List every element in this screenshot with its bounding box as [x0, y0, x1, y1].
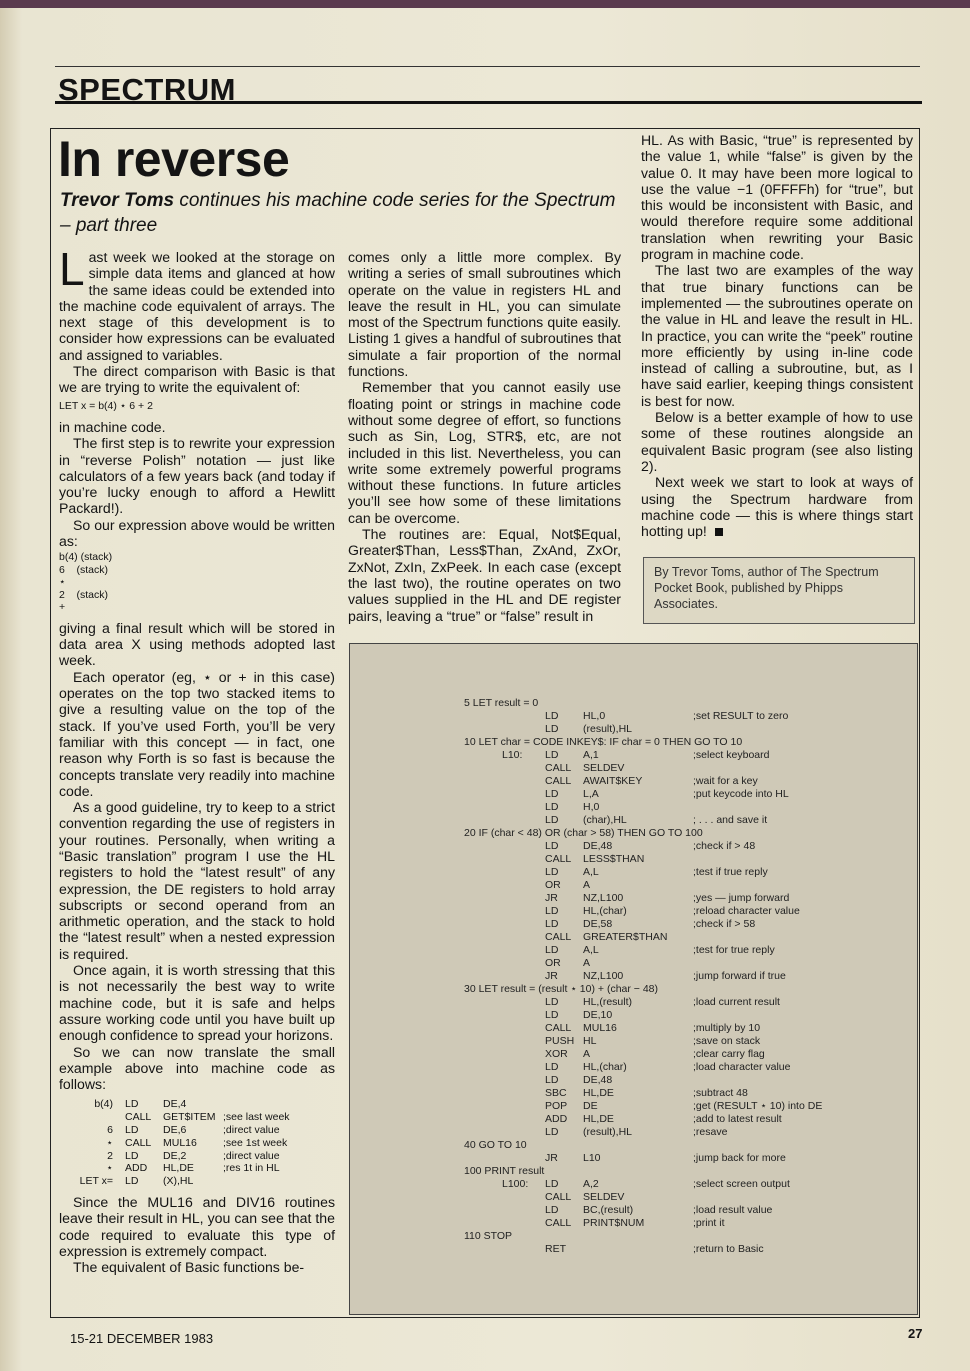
paragraph: The routines are: Equal, Not$Equal, Greater$Than, Less$Than, ZxAnd, ZxOr, ZxNot, ZxIn, ZxPeek. In each case (except the last two), the routine operates on two values supplied in the HL and DE register pairs, leaving a “true” or “false” result in [348, 526, 621, 624]
asm-opcode: JR [545, 892, 558, 904]
asm-comment: ;load character value [693, 1061, 791, 1073]
article-headline: In reverse [58, 131, 290, 187]
stack-line: 6 (stack) [59, 563, 109, 576]
basic-line: 100 PRINT result [464, 1165, 545, 1177]
asm-opcode: LD [545, 749, 559, 761]
asm-comment: ;print it [693, 1217, 725, 1229]
asm-comment: ;get (RESULT ⋆ 10) into DE [693, 1100, 823, 1112]
section-rule [55, 101, 922, 104]
asm-operand: HL,(char) [583, 905, 627, 917]
asm-operand: HL,0 [583, 710, 606, 722]
paragraph: The direct comparison with Basic is that we are trying to write the equivalent of: [59, 363, 335, 396]
asm-opcode: PUSH [545, 1035, 575, 1047]
asm-comment: ;add to latest result [693, 1113, 782, 1125]
basic-line: 30 LET result = (result ⋆ 10) + (char − 48) [464, 983, 659, 995]
asm-opcode: LD [545, 788, 559, 800]
asm-opcode: CALL [545, 762, 572, 774]
basic-line: 5 LET result = 0 [464, 697, 539, 709]
asm-operand: A,2 [583, 1178, 599, 1190]
paragraph: The last two are examples of the way that true binary functions can be implemented — the subroutines operate on the value in HL and leave the result in HL. In practice, you can write the “peek” routine more efficiently by using in-line code instead of calling a subroutine, but, as I have said earlier, keeping things consistent is best for now. [641, 262, 913, 409]
asm-opcode: LD [545, 710, 559, 722]
asm-operand: A [583, 957, 591, 969]
article-deck [60, 188, 620, 238]
code-listing [349, 643, 918, 1315]
drop-cap: L [59, 243, 85, 295]
asm-comment: ;check if > 48 [693, 840, 756, 852]
code-line: ⋆ CALL MUL16 ;see 1st week [106, 1136, 288, 1149]
asm-comment: ;clear carry flag [693, 1048, 765, 1060]
code-line: b(4) LD DE,4 [94, 1098, 187, 1111]
asm-opcode: LD [545, 723, 559, 735]
asm-operand: HL,DE [583, 1113, 614, 1125]
asm-operand: A [583, 1048, 591, 1060]
asm-operand: DE [583, 1100, 598, 1112]
paragraph: giving a final result which will be stored in data area X using methods adopted last week. [59, 619, 335, 669]
column-2 [348, 249, 621, 624]
asm-comment: ;jump back for more [693, 1152, 786, 1164]
asm-operand: (char),HL [583, 814, 627, 826]
asm-comment: ;test for true reply [693, 944, 775, 956]
stack-line: 2 (stack) [59, 588, 109, 601]
deck-text: continues his machine code series for the Spectrum – part three [60, 190, 616, 236]
paragraph: HL. As with Basic, “true” is represented by the value 1, while “false” is given by the value 0. It may have been more logical to use the value −1 (0FFFFh) for “true”, but this would be inconsistent with Basic, and would therefore require some additional translation when rewriting your Basic program in machine code. [641, 132, 913, 263]
paragraph: Each operator (eg, ⋆ or + in this case) operates on the top two stacked items to give a resulting value on the top of the stack. If you’ve used Forth, you’ll be very familiar with this concept — in fact, one reason why Forth is so fast is because the concepts translate very readily into machine code. [59, 668, 335, 799]
asm-comment: ;check if > 58 [693, 918, 756, 930]
asm-comment: ;jump forward if true [693, 970, 786, 982]
code-line: 6 LD DE,6 ;direct value [107, 1124, 280, 1137]
asm-operand: A,L [583, 866, 599, 878]
asm-opcode: LD [545, 1178, 559, 1190]
asm-opcode: CALL [545, 853, 572, 865]
code-line: 2 LD DE,2 ;direct value [107, 1149, 280, 1162]
paragraph: Last week we looked at the storage on simple data items and glanced at how the same ideas could be extended into the machine code equivalent of arrays. The next stage of this development is to consider how expressions can be evaluated and assigned to variables. [59, 243, 335, 363]
asm-operand: NZ,L100 [583, 892, 624, 904]
asm-operand: LESS$THAN [583, 853, 645, 865]
asm-operand: DE,48 [583, 1074, 613, 1086]
asm-operand: AWAIT$KEY [583, 775, 643, 787]
asm-operand: HL,DE [583, 1087, 614, 1099]
asm-operand: HL,(result) [583, 996, 633, 1008]
asm-comment: ;yes — jump forward [693, 892, 790, 904]
byline-text: By Trevor Toms, author of The Spectrum Pocket Book, published by Phipps Associates. [654, 565, 879, 611]
paragraph: Next week we start to look at ways of using the Spectrum hardware from machine code — this is where things start hotting up! [641, 474, 913, 540]
asm-opcode: JR [545, 1152, 558, 1164]
stack-line: b(4) (stack) [59, 551, 113, 564]
asm-operand: DE,10 [583, 1009, 613, 1021]
section-label: SPECTRUM [58, 72, 236, 107]
asm-comment: ;multiply by 10 [693, 1022, 761, 1034]
asm-operand: A [583, 879, 591, 891]
asm-opcode: XOR [545, 1048, 568, 1060]
basic-line: 20 IF (char < 48) OR (char > 58) THEN GO TO 100 [464, 827, 703, 839]
asm-opcode: SBC [545, 1087, 567, 1099]
code-line: LET x= LD (X),HL [79, 1175, 194, 1188]
header-rule [55, 66, 920, 67]
asm-opcode: CALL [545, 1217, 572, 1229]
asm-comment: ;set RESULT to zero [693, 710, 789, 722]
asm-opcode: LD [545, 918, 559, 930]
asm-operand: PRINT$NUM [583, 1217, 645, 1229]
asm-operand: L,A [583, 788, 599, 800]
asm-opcode: LD [545, 1061, 559, 1073]
asm-operand: SELDEV [583, 1191, 625, 1203]
asm-opcode: LD [545, 840, 559, 852]
asm-operand: DE,48 [583, 840, 613, 852]
asm-operand: GREATER$THAN [583, 931, 668, 943]
basic-line: 110 STOP [464, 1230, 513, 1242]
column-1 [59, 243, 335, 1276]
asm-opcode: RET [545, 1243, 566, 1255]
footer-date: 15-21 DECEMBER 1983 [70, 1331, 214, 1346]
stack-line: ⋆ [59, 576, 66, 589]
paragraph: Once again, it is worth stressing that this is not necessarily the best way to write machine code, but it is safe and helps assure working code until you have built up enough confidence to spread your horizons. [59, 962, 335, 1044]
asm-operand: HL [583, 1035, 597, 1047]
asm-operand: A,1 [583, 749, 599, 761]
asm-opcode: LD [545, 1126, 559, 1138]
asm-opcode: LD [545, 944, 559, 956]
code-line: CALL GET$ITEM ;see last week [125, 1111, 290, 1124]
asm-operand: SELDEV [583, 762, 625, 774]
asm-comment: ; . . . and save it [693, 814, 768, 826]
asm-operand: (result),HL [583, 1126, 633, 1138]
asm-opcode: CALL [545, 775, 572, 787]
asm-comment: ;select screen output [693, 1178, 790, 1190]
byline-box [643, 557, 915, 624]
asm-comment: ;wait for a key [693, 775, 758, 787]
paragraph: So our expression above would be written as: [59, 516, 335, 550]
basic-line: 10 LET char = CODE INKEY$: IF char = 0 THEN GO TO 10 [464, 736, 743, 748]
asm-opcode: LD [545, 801, 559, 813]
asm-comment: ;subtract 48 [693, 1087, 748, 1099]
asm-opcode: OR [545, 957, 561, 969]
asm-comment: ;reload character value [693, 905, 800, 917]
page-number: 27 [908, 1326, 923, 1341]
code-formula: LET x = b(4) ⋆ 6 + 2 [59, 399, 153, 412]
stack-line: + [59, 601, 66, 614]
asm-comment: ;save on stack [693, 1035, 761, 1047]
paragraph: comes only a little more complex. By writing a series of small subroutines which operate on the value in registers HL and leave the result in HL, you can simulate most of the Spectrum functions quite easily. Listing 1 gives a handful of subroutines that simulate a fair proportion of the normal functions. [348, 249, 621, 380]
paragraph: The first step is to rewrite your expression in “reverse Polish” notation — just like calculators of a few years back (and today if you’re lucky enough to afford a Hewlitt Packard!). [59, 435, 335, 517]
asm-opcode: CALL [545, 931, 572, 943]
asm-opcode: CALL [545, 1022, 572, 1034]
column-3 [641, 132, 913, 539]
asm-opcode: LD [545, 1204, 559, 1216]
page-top-strip [0, 0, 970, 8]
asm-opcode: LD [545, 996, 559, 1008]
asm-comment: ;select keyboard [693, 749, 770, 761]
paragraph: Since the MUL16 and DIV16 routines leave their result in HL, you can see that the code required to evaluate this type of expression is extremely compact. [59, 1194, 335, 1259]
asm-comment: ;load current result [693, 996, 780, 1008]
asm-comment: ;resave [693, 1126, 728, 1138]
asm-operand: DE,58 [583, 918, 613, 930]
asm-operand: NZ,L100 [583, 970, 624, 982]
basic-line: 40 GO TO 10 [464, 1139, 527, 1151]
code-line: ⋆ ADD HL,DE ;res 1t in HL [106, 1162, 280, 1175]
asm-opcode: CALL [545, 1191, 572, 1203]
paragraph: Below is a better example of how to use some of these routines alongside an equivalent Basic program (see also listing 2). [641, 409, 913, 474]
asm-comment: ;test if true reply [693, 866, 768, 878]
asm-opcode: POP [545, 1100, 568, 1112]
asm-opcode: JR [545, 970, 558, 982]
asm-comment: ;put keycode into HL [693, 788, 789, 800]
paragraph: As a good guideline, try to keep to a strict convention regarding the use of registers in your routines. Personally, when writing a “Basic translation” program I use the HL registers to hold the “latest result” of any expression, the DE registers to hold array subscripts or second operand from an arithmetic operation, and the stack to hold the “latest result” when a nested expression is required. [59, 799, 335, 962]
asm-operand: BC,(result) [583, 1204, 634, 1216]
deck-author: Trevor Toms [60, 190, 175, 211]
asm-opcode: LD [545, 905, 559, 917]
asm-opcode: LD [545, 866, 559, 878]
paragraph: Remember that you cannot easily use floating point or strings in machine code without some degree of effort, so functions such as Sin, Log, STR$, etc, are not included in this list. Nevertheless, you can write some extremely powerful programs without these functions. In future articles you’ll see how some of these limitations can be overcome. [348, 379, 621, 526]
asm-operand: HL,(char) [583, 1061, 627, 1073]
end-mark-icon [715, 528, 723, 536]
asm-operand: H,0 [583, 801, 600, 813]
asm-operand: A,L [583, 944, 599, 956]
asm-operand: L10 [583, 1152, 601, 1164]
asm-label: L100: [502, 1178, 529, 1190]
stack-list [59, 551, 335, 614]
asm-opcode: LD [545, 814, 559, 826]
paragraph: So we can now translate the small example above into machine code as follows: [59, 1043, 335, 1093]
paragraph: The equivalent of Basic functions be- [73, 1259, 305, 1276]
asm-opcode: LD [545, 1074, 559, 1086]
asm-label: L10: [502, 749, 523, 761]
asm-comment: ;return to Basic [693, 1243, 764, 1255]
paragraph: in machine code. [59, 418, 166, 435]
asm-operand: (result),HL [583, 723, 633, 735]
mini-code-listing [75, 1098, 335, 1188]
asm-operand: MUL16 [583, 1022, 617, 1034]
asm-opcode: LD [545, 1009, 559, 1021]
asm-comment: ;load result value [693, 1204, 773, 1216]
asm-opcode: ADD [545, 1113, 568, 1125]
asm-opcode: OR [545, 879, 561, 891]
